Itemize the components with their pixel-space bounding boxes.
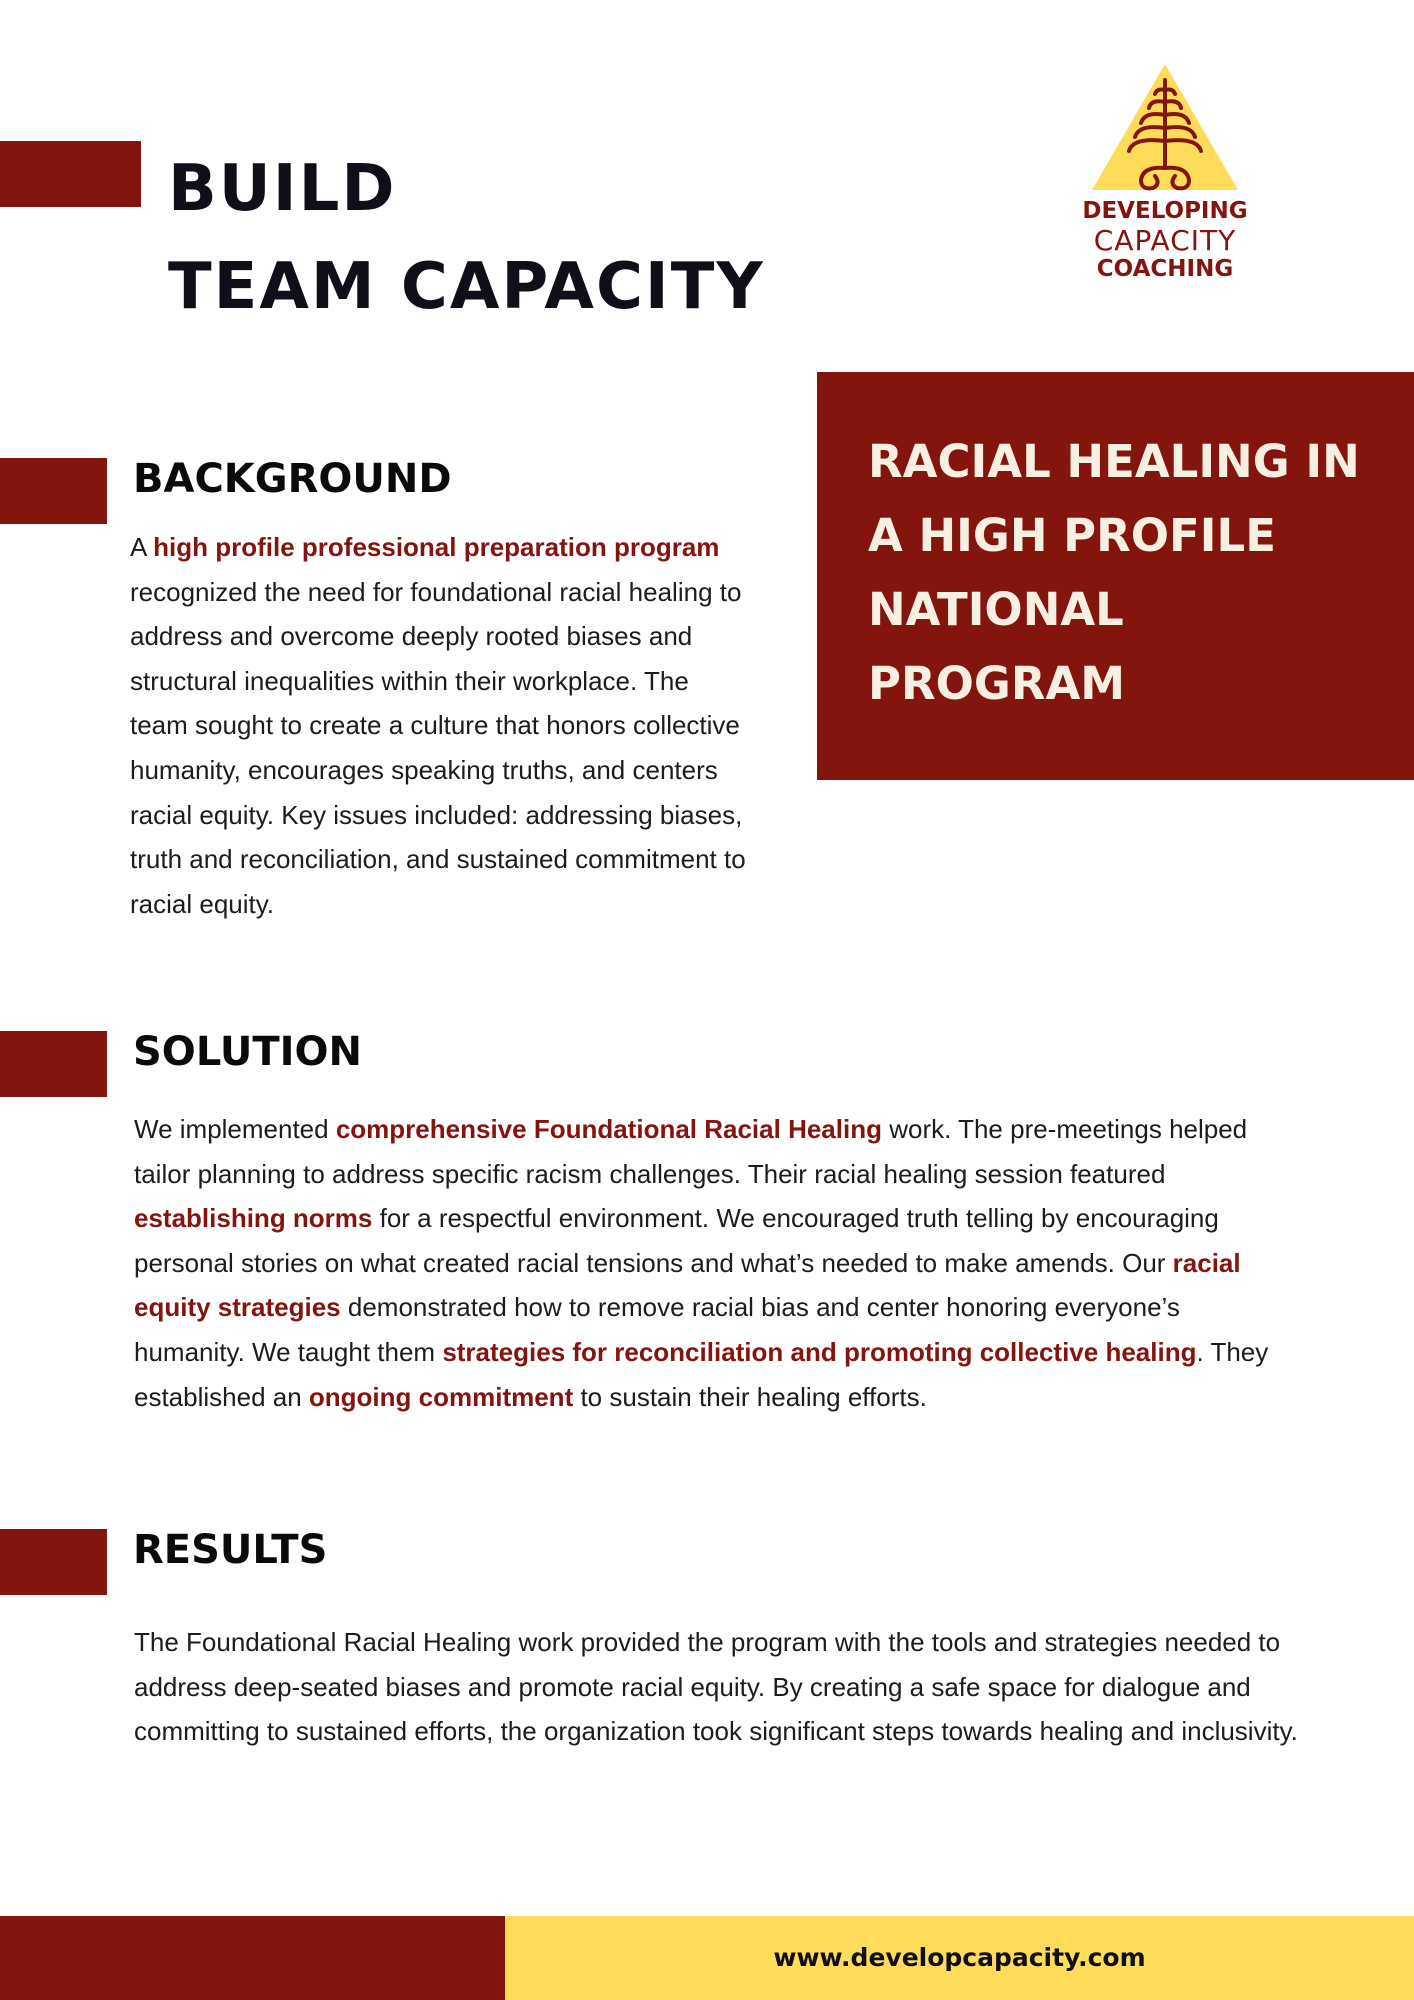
callout-heading (868, 425, 1388, 721)
results-heading: RESULTS (133, 1527, 328, 1573)
solution-text-4: . They established an (134, 1336, 1269, 1412)
solution-text-5: to sustain their healing efforts. (573, 1381, 927, 1412)
solution-text (134, 1107, 1274, 1419)
solution-text-1: work. The pre-meetings helped tailor planning to address specific racism challenges. Their racial healing session featured (134, 1114, 1248, 1189)
page-title-line2: TEAM CAPACITY (168, 250, 765, 324)
solution-text-3: demonstrated how to remove racial bias and center honoring everyone’s humanity. We taught them (134, 1292, 1180, 1367)
logo-text-coaching: COACHING (1096, 256, 1234, 282)
page-title (168, 140, 765, 336)
footer-red-block (0, 1916, 505, 2000)
page-title-line1: BUILD (168, 152, 397, 226)
background-text-0: A (130, 532, 154, 562)
background-highlight-1: high profile professional preparation program (153, 532, 720, 562)
logo-text-capacity: CAPACITY (1093, 224, 1237, 257)
callout-line1: RACIAL HEALING IN (868, 435, 1360, 488)
solution-heading: SOLUTION (133, 1029, 363, 1075)
solution-highlight-4: strategies for reconciliation and promoting collective healing (442, 1336, 1197, 1367)
title-accent-bar (0, 141, 141, 207)
callout-line4: PROGRAM (868, 657, 1126, 710)
logo-text-developing: DEVELOPING (1082, 198, 1248, 224)
solution-highlight-3: racial equity strategies (134, 1247, 1241, 1323)
background-text-1: recognized the need for foundational racial healing to address and overcome deeply rooted biases and structural inequalities within their workplace. The team sought to create a culture that honors collective humanity, encourages speaking truths, and centers racial equity. Key issues included: addressing biases, truth and reconciliation, and sustained commitment to racial equity. (130, 576, 746, 919)
results-accent-bar (0, 1529, 107, 1595)
background-text (130, 525, 750, 926)
solution-text-0: We implemented (134, 1114, 336, 1144)
callout-line3: NATIONAL (868, 583, 1124, 636)
solution-highlight-1: comprehensive Foundational Racial Healing (335, 1114, 882, 1144)
callout-line2: A HIGH PROFILE (868, 509, 1276, 562)
solution-highlight-2: establishing norms (134, 1203, 373, 1234)
background-heading: BACKGROUND (133, 456, 452, 502)
results-text: The Foundational Racial Healing work provided the program with the tools and strategies needed to address deep-seated biases and promote racial equity. By creating a safe space for dialogue and committing to sustained efforts, the organization took significant steps towards healing and inclusivity. (134, 1627, 1298, 1747)
footer-website-link[interactable]: www.developcapacity.com (773, 1943, 1146, 1972)
background-accent-bar (0, 458, 107, 524)
solution-highlight-5: ongoing commitment (308, 1381, 574, 1412)
solution-text-2: for a respectful environment. We encouraged truth telling by encouraging personal stories on what created racial tensions and what’s needed to make amends. Our (134, 1203, 1219, 1278)
solution-accent-bar (0, 1031, 107, 1097)
